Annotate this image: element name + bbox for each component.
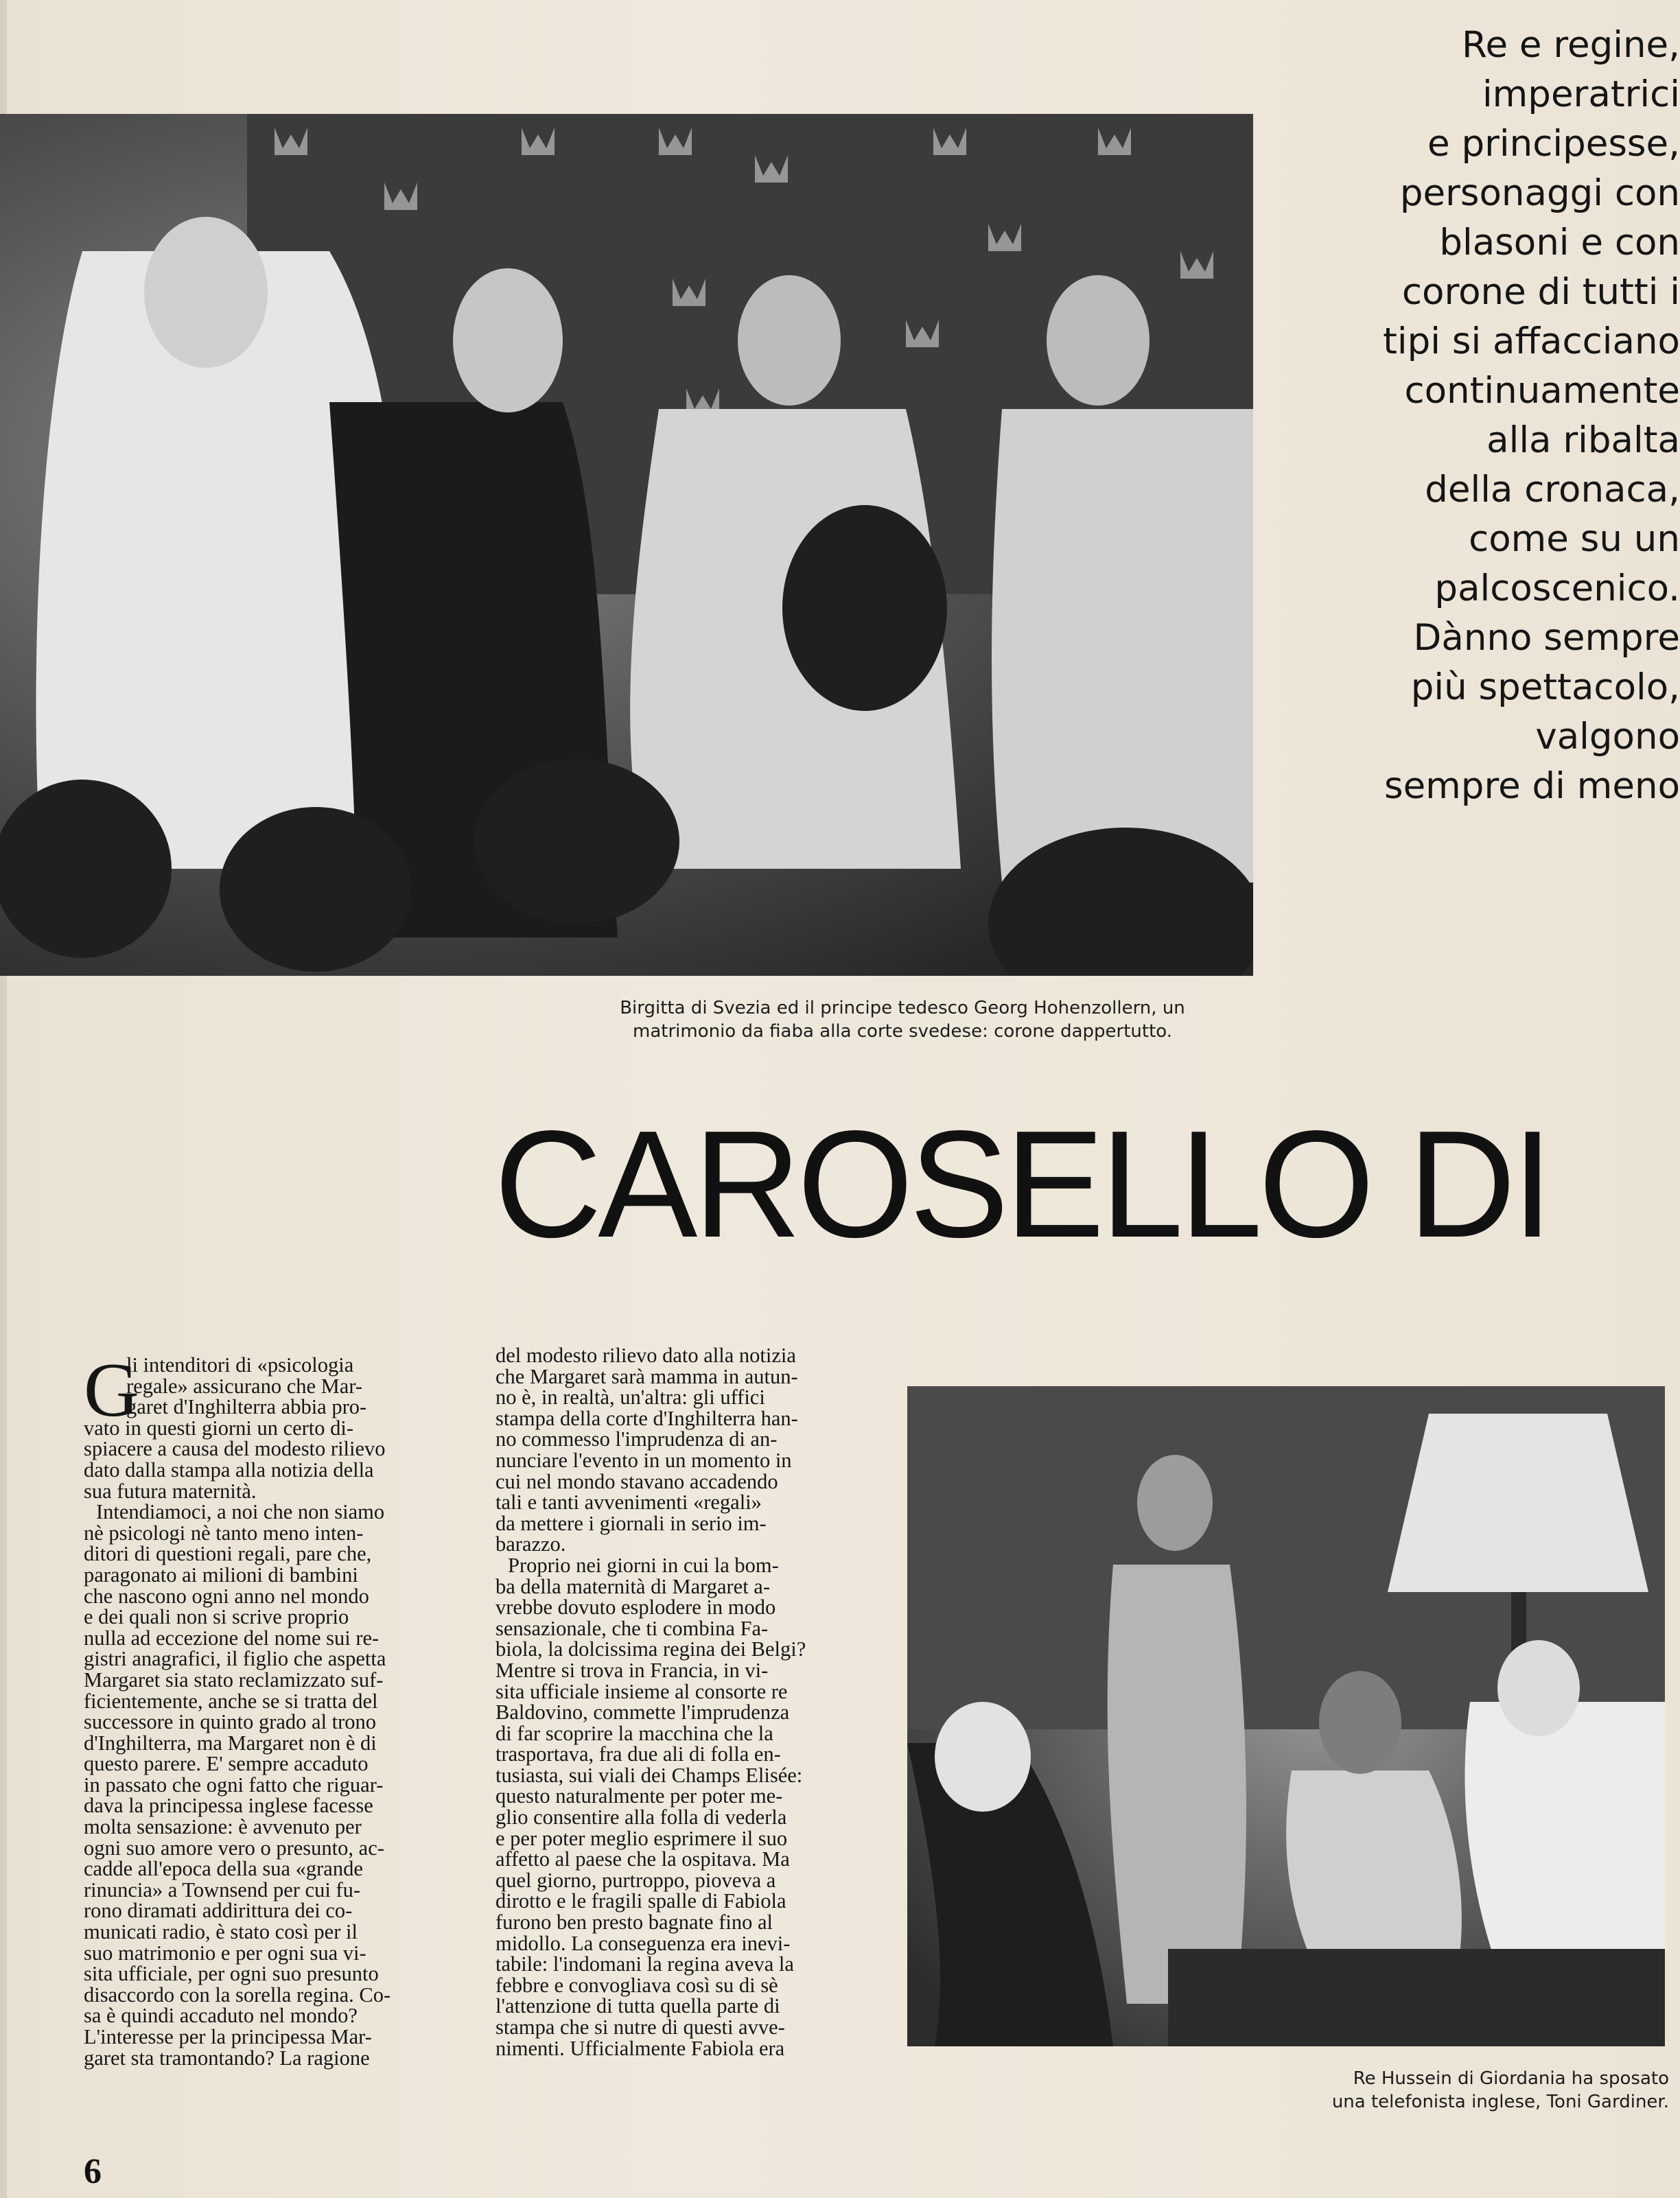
article-line: tusiasta, sui viali dei Champs Elisée: [495, 1763, 803, 1787]
article-line: Mentre si trova in Francia, in vi- [495, 1658, 769, 1682]
hussein-photo-caption [1285, 2067, 1669, 2114]
article-line: L'interesse per la principessa Mar- [84, 2025, 372, 2048]
article-line: cadde all'epoca della sua «grande [84, 1857, 363, 1881]
headline: CAROSELLO DI [494, 1099, 1550, 1270]
article-line: sita ufficiale insieme al consorte re [495, 1679, 788, 1703]
intro-line: Dànno sempre [1413, 617, 1680, 659]
article-line: stampa che si nutre di questi avve- [495, 2015, 785, 2039]
caption-line: una telefonista inglese, Toni Gardiner. [1331, 2092, 1669, 2112]
wedding-photo [0, 114, 1253, 976]
article-line: successore in quinto grado al trono [84, 1710, 377, 1734]
article-line: cui nel mondo stavano accadendo [495, 1469, 778, 1493]
article-line: Margaret sia stato reclamizzato suf- [84, 1668, 384, 1692]
article-line: questo naturalmente per poter me- [495, 1784, 783, 1808]
article-line: ditori di questioni regali, pare che, [84, 1542, 372, 1566]
article-column-2 [495, 1345, 894, 2059]
article-line: e dei quali non si scrive proprio [84, 1605, 349, 1629]
intro-line: e principesse, [1427, 123, 1680, 165]
article-line: affetto al paese che la ospitava. Ma [495, 1847, 790, 1871]
article-line: tali e tanti avvenimenti «regali» [495, 1490, 762, 1515]
intro-line: personaggi con [1399, 172, 1680, 214]
article-line: Proprio nei giorni in cui la bom- [508, 1553, 779, 1577]
intro-line: valgono [1535, 716, 1680, 758]
article-line: li intenditori di «psicologia [126, 1353, 354, 1377]
article-line: che Margaret sarà mamma in autun- [495, 1364, 798, 1388]
article-line: del modesto rilievo dato alla notizia [495, 1344, 796, 1367]
page-number: 6 [84, 2152, 102, 2191]
article-line: suo matrimonio e per ogni sua vi- [84, 1941, 366, 1965]
article-line: barazzo. [495, 1532, 566, 1556]
intro-line: della cronaca, [1425, 469, 1680, 511]
article-line: che nascono ogni anno nel mondo [84, 1584, 369, 1608]
intro-line: continuamente [1404, 370, 1680, 412]
caption-line: matrimonio da fiaba alla corte svedese: corone dappertutto. [633, 1021, 1172, 1042]
article-line: l'attenzione di tutta quella parte di [495, 1994, 780, 2018]
article-line: quel giorno, purtroppo, pioveva a [495, 1868, 776, 1892]
caption-line: Birgitta di Svezia ed il principe tedesco Georg Hohenzollern, un [620, 998, 1185, 1018]
article-line: spiacere a causa del modesto rilievo [84, 1437, 386, 1461]
article-line: rinuncia» a Townsend per cui fu- [84, 1878, 360, 1902]
article-line: stampa della corte d'Inghilterra han- [495, 1406, 798, 1430]
article-line: regale» assicurano che Mar- [126, 1374, 363, 1398]
article-line: rono diramati addirittura dei co- [84, 1899, 353, 1923]
article-line: nimenti. Ufficialmente Fabiola era [495, 2036, 785, 2060]
article-line: paragonato ai milioni di bambini [84, 1563, 358, 1587]
hussein-photo [907, 1386, 1665, 2046]
article-line: garet d'Inghilterra abbia pro- [126, 1395, 367, 1419]
intro-line: corone di tutti i [1401, 271, 1680, 313]
article-column-1 [84, 1355, 489, 2068]
wedding-photo-caption [556, 996, 1249, 1043]
article-line: Intendiamoci, a noi che non siamo [96, 1500, 385, 1524]
article-line: ba della maternità di Margaret a- [495, 1574, 770, 1598]
article-line: Baldovino, commette l'imprudenza [495, 1700, 790, 1725]
article-line: sa è quindi accaduto nel mondo? [84, 2004, 358, 2028]
article-line: vato in questi giorni un certo di- [84, 1416, 354, 1440]
article-line: nè psicologi nè tanto meno inten- [84, 1521, 364, 1545]
article-line: sita ufficiale, per ogni suo presunto [84, 1962, 379, 1986]
article-line: no è, in realtà, un'altra: gli uffici [495, 1386, 765, 1410]
intro-line: sempre di meno [1384, 765, 1680, 807]
caption-line: Re Hussein di Giordania ha sposato [1353, 2068, 1669, 2089]
article-line: febbre e convogliava così su di sè [495, 1973, 778, 1997]
article-line: ficientemente, anche se si tratta del [84, 1689, 378, 1713]
intro-line: blasoni e con [1439, 222, 1680, 264]
article-line: d'Inghilterra, ma Margaret non è di [84, 1731, 377, 1755]
article-line: dirotto e le fragili spalle di Fabiola [495, 1889, 786, 1913]
article-line: midollo. La conseguenza era inevi- [495, 1931, 791, 1955]
article-line: trasportava, fra due ali di folla en- [495, 1742, 781, 1766]
intro-line: più spettacolo, [1410, 666, 1680, 708]
article-line: no commesso l'imprudenza di an- [495, 1427, 778, 1451]
article-line: sua futura maternità. [84, 1479, 257, 1503]
article-line: garet sta tramontando? La ragione [84, 2046, 370, 2070]
intro-line: tipi si affacciano [1383, 320, 1680, 362]
article-line: sensazionale, che ti combina Fa- [495, 1616, 769, 1640]
intro-line: imperatrici [1482, 73, 1680, 115]
article-line: molta sensazione: è avvenuto per [84, 1815, 362, 1839]
article-line: da mettere i giornali in serio im- [495, 1511, 767, 1535]
article-line: glio consentire alla folla di vederla [495, 1805, 787, 1829]
article-line: in passato che ogni fatto che riguar- [84, 1773, 384, 1797]
hussein-photo-art [907, 1386, 1665, 2046]
intro-line: come su un [1469, 518, 1680, 560]
article-line: e per poter meglio esprimere il suo [495, 1826, 788, 1850]
article-line: furono ben presto bagnate fino al [495, 1910, 773, 1934]
intro-line: palcoscenico. [1434, 568, 1680, 609]
drop-cap: G [84, 1348, 139, 1433]
intro-text [1296, 21, 1680, 811]
article-line: nulla ad eccezione del nome sui re- [84, 1626, 380, 1650]
article-line: ogni suo amore vero o presunto, ac- [84, 1836, 384, 1860]
intro-line: alla ribalta [1486, 419, 1680, 461]
article-line: municati radio, è stato così per il [84, 1920, 358, 1944]
wedding-photo-art [0, 114, 1253, 976]
article-line: questo parere. E' sempre accaduto [84, 1752, 369, 1776]
article-line: dava la principessa inglese facesse [84, 1794, 373, 1818]
article-line: dato dalla stampa alla notizia della [84, 1458, 374, 1482]
article-line: disaccordo con la sorella regina. Co- [84, 1983, 391, 2007]
article-line: di far scoprire la macchina che la [495, 1721, 773, 1745]
article-line: vrebbe dovuto esplodere in modo [495, 1595, 776, 1620]
article-line: nunciare l'evento in un momento in [495, 1448, 792, 1472]
intro-line: Re e regine, [1462, 24, 1680, 66]
article-line: tabile: l'indomani la regina aveva la [495, 1952, 794, 1976]
article-line: gistri anagrafici, il figlio che aspetta [84, 1647, 386, 1671]
article-line: biola, la dolcissima regina dei Belgi? [495, 1637, 806, 1661]
